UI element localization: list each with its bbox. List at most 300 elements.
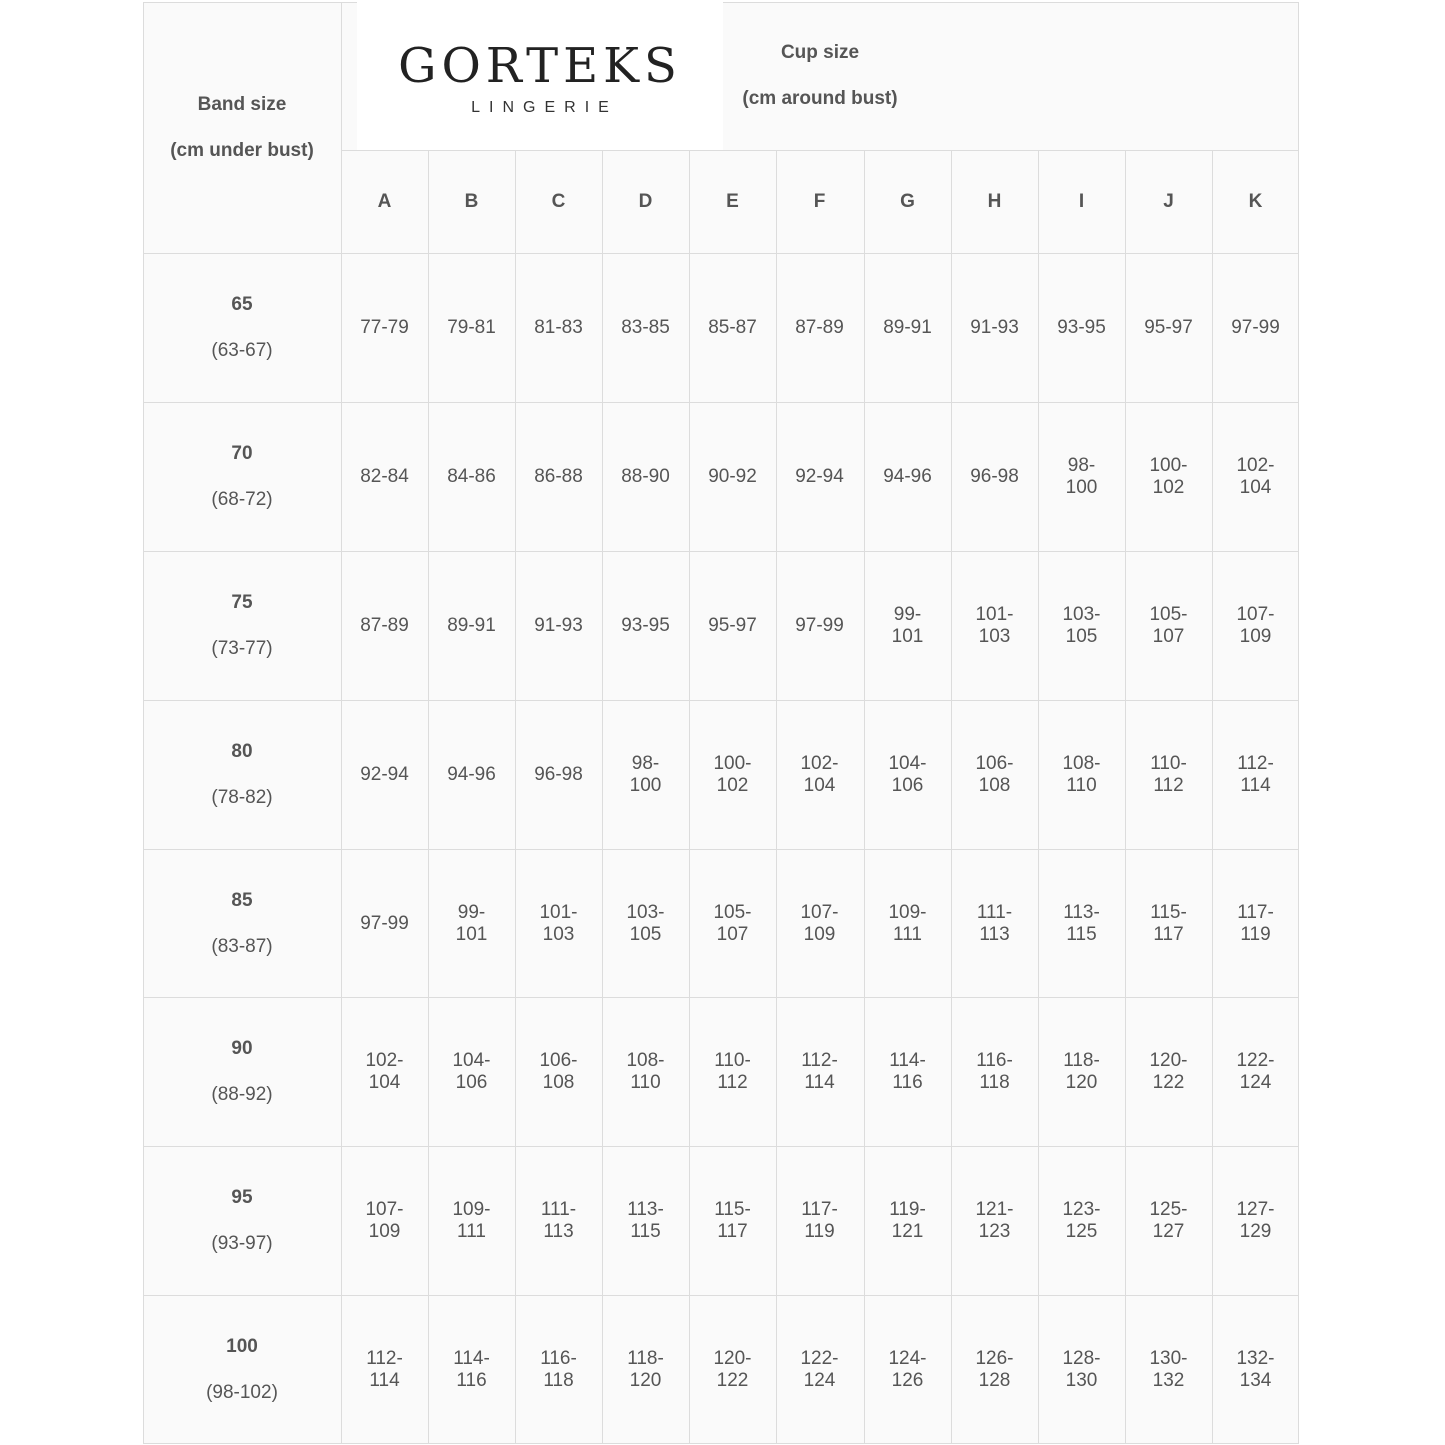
bust-range [456,902,488,946]
cup-letter-header: A [377,190,392,212]
cup-letter-header: H [987,190,1002,212]
bust-range: 85-87 [708,316,757,338]
bust-range: 96-98 [970,465,1019,487]
bust-range [630,753,662,797]
bust-measurement-cell [428,551,515,700]
bust-measurement-cell [951,551,1038,700]
bust-range-start: 112- [801,1049,838,1071]
bust-range: 89-91 [883,316,932,338]
bust-measurement-cell [1212,849,1299,998]
bust-range-end: 117 [1153,923,1184,945]
band-size-header [143,2,341,253]
bust-range-start: 117- [1237,901,1274,923]
bust-range-end: 108 [542,1071,575,1093]
bust-range-end: 119 [1240,923,1271,945]
bust-range [1237,753,1274,797]
bust-measurement-cell [602,1295,689,1444]
bust-measurement-cell [951,997,1038,1146]
bust-measurement-cell [341,997,428,1146]
bust-range-start: 130- [1149,1347,1188,1369]
bust-measurement-cell [1125,700,1212,849]
bust-range [713,1348,751,1392]
bust-range-end: 116 [892,1071,923,1093]
band-size-cell [143,849,341,998]
bust-range: 77-79 [360,316,409,338]
bust-range [976,1050,1013,1094]
bust-range [892,604,924,648]
bust-range-end: 134 [1239,1369,1272,1391]
bust-range-start: 114- [453,1347,490,1369]
bust-range: 91-93 [970,316,1019,338]
bust-range-end: 114 [369,1369,400,1391]
bust-range-end: 102 [1152,476,1185,498]
bust-range-end: 114 [804,1071,835,1093]
bust-range [541,1199,576,1243]
bust-range [800,753,838,797]
bust-range-end: 108 [978,774,1011,796]
bust-measurement-cell [341,1146,428,1295]
bust-range-end: 113 [543,1220,574,1242]
bust-measurement-cell [515,849,602,998]
bust-measurement-cell [341,551,428,700]
band-size-cell [143,700,341,849]
bust-range [539,902,577,946]
bust-range-end: 106 [455,1071,488,1093]
bust-range-start: 103- [626,901,665,923]
bust-range-end: 109 [1239,625,1272,647]
bust-range-start: 105- [1149,603,1188,625]
bust-range-end: 130 [1065,1369,1098,1391]
bust-range [889,1199,926,1243]
bust-range: 79-81 [447,316,496,338]
bust-measurement-cell [951,700,1038,849]
bust-range-start: 104- [888,752,927,774]
bust-range [975,604,1013,648]
bust-range-start: 101- [539,901,578,923]
band-size-range: (78-82) [211,786,273,808]
bust-measurement-cell [776,1295,863,1444]
bust-range [1062,604,1100,648]
bust-measurement-cell [776,1146,863,1295]
band-size-range: (98-102) [206,1381,278,1403]
bust-range-start: 116- [540,1347,577,1369]
bust-range-start: 110- [1150,752,1187,774]
bust-range-start: 115- [1150,901,1187,923]
bust-measurement-cell [341,1295,428,1444]
band-size-range: (93-97) [211,1232,273,1254]
bust-measurement-cell [1125,997,1212,1146]
bust-range [627,1199,664,1243]
band-size-cell [143,997,341,1146]
bust-measurement-cell [689,849,776,998]
bust-range: 84-86 [447,465,496,487]
bust-range-start: 111- [540,1198,577,1220]
bust-range: 92-94 [360,763,409,785]
bust-range: 83-85 [621,316,670,338]
bust-range-end: 124 [803,1369,836,1391]
bust-range [801,1050,838,1094]
bust-measurement-cell [515,402,602,551]
bust-range-start: 105- [713,901,752,923]
bust-range-start: 99- [893,603,922,625]
bust-range [1236,1050,1274,1094]
bust-range [975,1348,1013,1392]
bust-range [1062,753,1100,797]
bust-range-end: 115 [630,1220,661,1242]
bust-range-start: 103- [1062,603,1101,625]
bust-range-end: 111 [457,1220,486,1242]
cup-letter-header: C [551,190,566,212]
bust-measurement-cell [776,997,863,1146]
bust-measurement-cell [776,253,863,402]
bust-range: 86-88 [534,465,583,487]
bust-measurement-cell [864,1146,951,1295]
cup-letter-header: F [813,190,826,212]
bust-range-end: 111 [893,923,922,945]
bust-range [1149,1199,1187,1243]
bust-measurement-cell [864,700,951,849]
bust-measurement-cell [515,253,602,402]
bust-measurement-cell [689,1146,776,1295]
bust-range-end: 109 [368,1220,401,1242]
band-size-header-unit: (cm under bust) [170,139,314,161]
bust-range [888,1348,926,1392]
bust-range: 97-99 [795,614,844,636]
bust-range [975,753,1013,797]
bust-measurement-cell [864,551,951,700]
bust-range: 97-99 [1231,316,1280,338]
bust-range [888,902,926,946]
cup-size-header-title: Cup size [780,42,860,63]
bust-measurement-cell [864,1295,951,1444]
bust-range [626,1050,664,1094]
band-size-value: 100 [226,1335,258,1357]
band-size-range: (83-87) [211,935,273,957]
bust-measurement-cell [776,700,863,849]
bust-measurement-cell [602,700,689,849]
bust-range [800,902,838,946]
bust-range: 97-99 [360,912,409,934]
bust-range [714,1199,751,1243]
bust-range-end: 116 [456,1369,487,1391]
bust-range-start: 112- [366,1347,403,1369]
bust-range-end: 100 [629,774,662,796]
bust-measurement-cell [864,253,951,402]
bust-measurement-cell [1038,551,1125,700]
bust-range-start: 115- [714,1198,751,1220]
bust-range-start: 98- [1067,454,1096,476]
bust-range-start: 113- [1063,901,1100,923]
bust-range-start: 101- [975,603,1014,625]
bust-range-end: 113 [979,923,1010,945]
bust-range: 91-93 [534,614,583,636]
bust-range-start: 123- [1062,1198,1101,1220]
bust-measurement-cell [951,1146,1038,1295]
bust-measurement-cell [1038,849,1125,998]
bust-measurement-cell [515,1295,602,1444]
bust-range-start: 98- [631,752,660,774]
bust-measurement-cell [602,997,689,1146]
bust-range-start: 100- [1149,454,1188,476]
bust-measurement-cell [428,849,515,998]
bust-range [1063,902,1100,946]
bust-range [714,1050,751,1094]
bust-range [801,1199,838,1243]
bust-measurement-cell [1125,402,1212,551]
bust-range-start: 121- [975,1198,1014,1220]
bust-range: 95-97 [708,614,757,636]
bust-range-end: 129 [1239,1220,1272,1242]
bust-measurement-cell [428,1295,515,1444]
bust-measurement-cell [689,1295,776,1444]
bust-range [1150,753,1187,797]
bust-range: 88-90 [621,465,670,487]
bust-range: 90-92 [708,465,757,487]
bust-range: 87-89 [360,614,409,636]
bust-measurement-cell [1125,1146,1212,1295]
bust-range-end: 100 [1065,476,1098,498]
band-size-range: (73-77) [211,637,273,659]
band-size-range: (68-72) [211,488,273,510]
bust-range: 94-96 [883,465,932,487]
bust-range-end: 127 [1152,1220,1185,1242]
bust-range-start: 120- [1149,1049,1188,1071]
bust-range [1149,604,1187,648]
band-size-value: 65 [231,293,253,315]
bust-range [366,1348,403,1392]
cup-letter-header: G [900,190,915,212]
bust-range-end: 104 [1239,476,1272,498]
cup-letter-header: B [464,190,479,212]
bust-range: 95-97 [1144,316,1193,338]
bust-range-end: 122 [716,1369,749,1391]
band-size-cell [143,253,341,402]
bust-range [977,902,1012,946]
bust-measurement-cell [428,700,515,849]
bust-range [1062,1199,1100,1243]
bust-range-end: 118 [543,1369,574,1391]
bust-range-start: 112- [1237,752,1274,774]
bust-range [1149,455,1187,499]
bust-range-end: 124 [1239,1071,1272,1093]
bust-range [452,1199,490,1243]
bust-range [540,1348,577,1392]
bust-range-start: 132- [1236,1347,1275,1369]
bust-measurement-cell [341,700,428,849]
bust-range-end: 132 [1152,1369,1185,1391]
band-size-value: 85 [231,889,253,911]
bust-measurement-cell [515,700,602,849]
bust-range-end: 101 [455,923,488,945]
bust-measurement-cell [689,253,776,402]
bust-range [800,1348,838,1392]
bust-measurement-cell [1212,253,1299,402]
bust-range-end: 101 [891,625,924,647]
bust-range: 93-95 [1057,316,1106,338]
bust-range [626,902,664,946]
bust-range-start: 102- [800,752,839,774]
bust-range-end: 107 [1152,625,1185,647]
cup-letter-header: E [726,190,739,212]
bust-range [1236,455,1274,499]
bust-range: 82-84 [360,465,409,487]
cup-size-header [722,2,918,150]
bust-measurement-cell [341,402,428,551]
bust-measurement-cell [951,849,1038,998]
logo-sub-text: LINGERIE [471,99,618,116]
band-size-cell [143,1146,341,1295]
bust-measurement-cell [689,997,776,1146]
bust-range-start: 111- [976,901,1013,923]
bust-measurement-cell [602,253,689,402]
bust-range-start: 108- [1062,752,1101,774]
bust-range-start: 125- [1149,1198,1188,1220]
bust-range-start: 122- [1236,1049,1275,1071]
bust-measurement-cell [428,253,515,402]
bust-range-start: 122- [800,1347,839,1369]
bust-measurement-cell [1212,551,1299,700]
bust-range-end: 121 [891,1220,924,1242]
bust-measurement-cell [951,1295,1038,1444]
bust-range-end: 120 [629,1369,662,1391]
bust-measurement-cell [864,997,951,1146]
bust-range-end: 122 [1152,1071,1185,1093]
bust-range [1066,455,1098,499]
bust-measurement-cell [776,551,863,700]
bust-range: 93-95 [621,614,670,636]
bust-range-end: 120 [1065,1071,1098,1093]
bust-measurement-cell [1038,997,1125,1146]
bust-range: 89-91 [447,614,496,636]
bust-range [1236,1348,1274,1392]
bust-range: 94-96 [447,763,496,785]
band-size-cell [143,551,341,700]
bust-range-end: 117 [717,1220,748,1242]
bust-range [1150,902,1187,946]
bust-range-start: 99- [457,901,486,923]
band-size-cell [143,402,341,551]
bust-range-end: 119 [804,1220,835,1242]
bust-range [452,1050,490,1094]
bust-range: 96-98 [534,763,583,785]
bust-range-end: 103 [542,923,575,945]
bust-measurement-cell [1212,1146,1299,1295]
bust-range [1063,1050,1100,1094]
bust-measurement-cell [515,551,602,700]
bust-range-start: 117- [801,1198,838,1220]
bust-measurement-cell [1038,700,1125,849]
bust-range-start: 107- [1236,603,1275,625]
bust-measurement-cell [341,849,428,998]
band-size-header-title: Band size [197,93,287,115]
cup-size-header-unit: (cm around bust) [742,88,898,109]
bust-range-start: 113- [627,1198,664,1220]
bust-range-end: 128 [978,1369,1011,1391]
bust-range-end: 112 [717,1071,748,1093]
cup-letter-header: K [1248,190,1263,212]
bust-range-start: 114- [889,1049,926,1071]
band-size-value: 80 [231,740,253,762]
bust-range [1236,604,1274,648]
bust-measurement-cell [1038,253,1125,402]
bust-range-start: 126- [975,1347,1014,1369]
bust-range-end: 125 [1065,1220,1098,1242]
bust-range-end: 106 [891,774,924,796]
bust-range-end: 103 [978,625,1011,647]
bust-measurement-cell [689,700,776,849]
bust-range-end: 109 [803,923,836,945]
bust-measurement-cell [1038,402,1125,551]
band-size-range: (63-67) [211,339,273,361]
bust-range [713,753,751,797]
bust-range [539,1050,577,1094]
bust-range [1062,1348,1100,1392]
bust-measurement-cell [341,253,428,402]
bust-range [889,1050,926,1094]
bust-range-end: 102 [716,774,749,796]
bust-range-start: 102- [365,1049,404,1071]
bust-range [975,1199,1013,1243]
bust-measurement-cell [776,849,863,998]
bust-range-start: 118- [627,1347,664,1369]
bust-range-start: 108- [626,1049,665,1071]
bust-range-start: 107- [800,901,839,923]
bust-measurement-cell [864,849,951,998]
bust-range-end: 112 [1153,774,1184,796]
bust-measurement-cell [689,551,776,700]
bust-range-start: 106- [975,752,1014,774]
bust-range-end: 114 [1240,774,1271,796]
bust-measurement-cell [1125,253,1212,402]
bust-range-start: 127- [1236,1198,1275,1220]
bust-measurement-cell [428,997,515,1146]
bust-range: 92-94 [795,465,844,487]
bust-measurement-cell [1125,849,1212,998]
bust-measurement-cell [1125,1295,1212,1444]
bust-range [453,1348,490,1392]
bust-range-start: 100- [713,752,752,774]
bust-range-end: 104 [368,1071,401,1093]
bust-range [713,902,751,946]
bust-measurement-cell [1212,997,1299,1146]
bust-range-end: 105 [629,923,662,945]
bust-range-start: 109- [452,1198,491,1220]
bust-range-start: 128- [1062,1347,1101,1369]
bust-range-start: 104- [452,1049,491,1071]
bust-measurement-cell [689,402,776,551]
logo-brand-text: GORTEKS [398,38,682,94]
bust-measurement-cell [1212,402,1299,551]
bust-range-end: 110 [1066,774,1097,796]
bust-measurement-cell [1038,1295,1125,1444]
bust-range-start: 120- [713,1347,752,1369]
bust-range-end: 105 [1065,625,1098,647]
gorteks-logo [357,2,723,150]
bust-measurement-cell [602,402,689,551]
cup-letter-header: I [1078,190,1085,212]
bust-range-start: 107- [365,1198,404,1220]
bust-range-end: 118 [979,1071,1010,1093]
bust-measurement-cell [515,1146,602,1295]
bust-range-end: 107 [716,923,749,945]
bust-range-end: 115 [1066,923,1097,945]
bust-range-start: 119- [889,1198,926,1220]
bust-measurement-cell [1212,700,1299,849]
bust-range [1149,1348,1187,1392]
band-size-range: (88-92) [211,1083,273,1105]
bust-measurement-cell [602,849,689,998]
bust-range-start: 109- [888,901,927,923]
